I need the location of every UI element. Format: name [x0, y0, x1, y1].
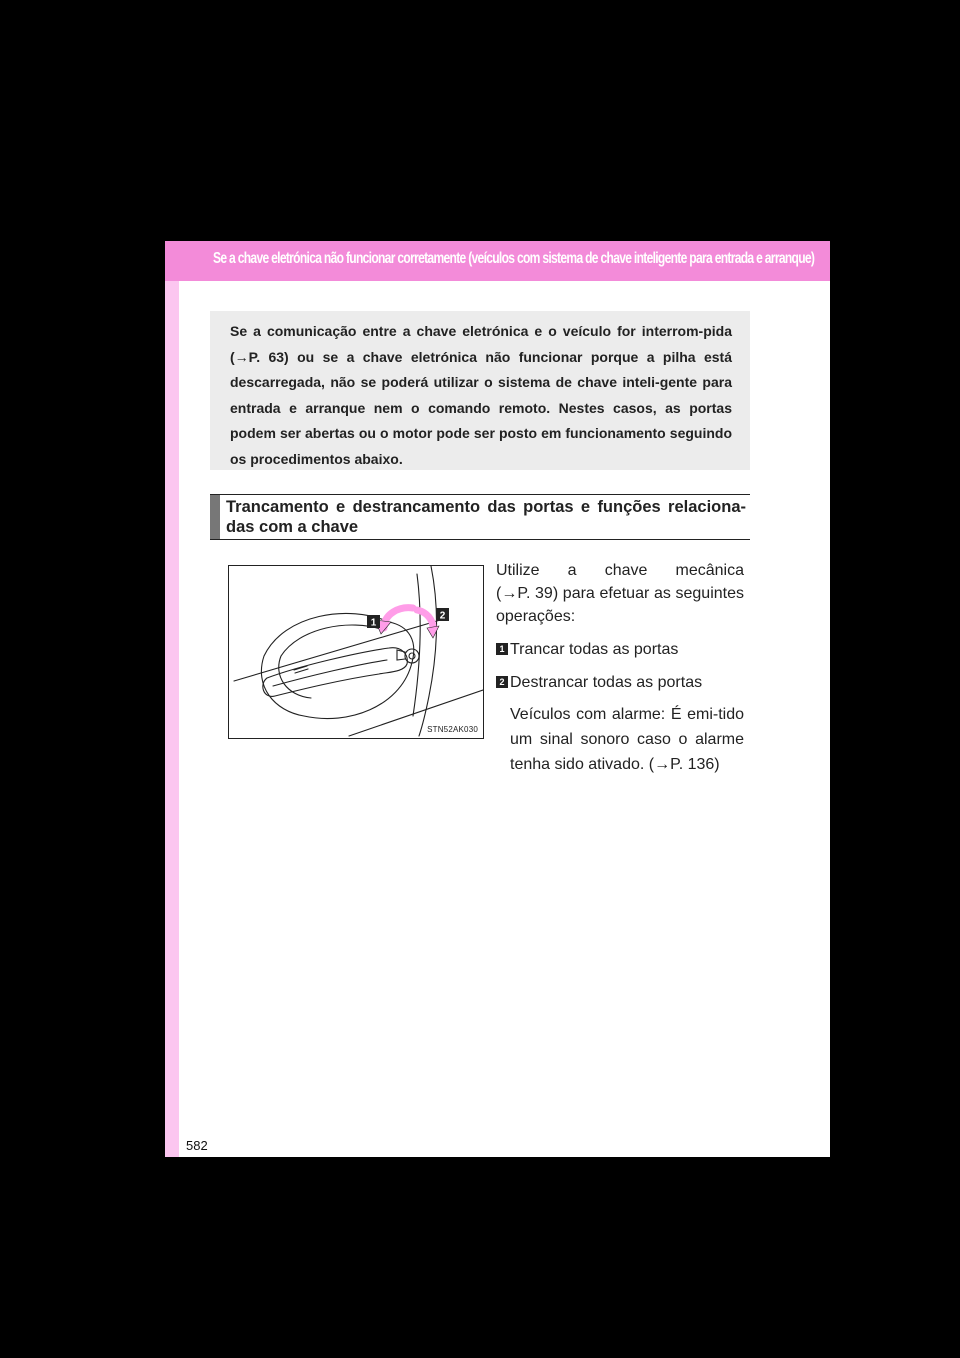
unlock-arrowhead-icon: [427, 626, 439, 638]
section-heading: [210, 494, 750, 540]
callout-2-label: 2: [439, 610, 446, 622]
alarm-note: Veículos com alarme: É emi-tido um sinal sonoro caso o alarme tenha sido ativado. (→P. 136): [510, 706, 744, 773]
page-number: 582: [186, 1138, 208, 1153]
section-mark: [210, 495, 220, 539]
step-number-1: 1: [496, 643, 508, 655]
lead-line-1: Utilize a chave mecânica: [496, 562, 744, 579]
door-handle-illustration: [229, 566, 483, 738]
section-title: Trancamento e destrancamento das portas e funções relaciona-das com a chave: [226, 498, 746, 536]
key-cylinder-core: [409, 653, 415, 659]
callout-1-label: 1: [370, 617, 377, 629]
step-text-1: Trancar todas as portas: [510, 641, 679, 658]
step-lock: [496, 638, 744, 661]
handle-recess-inner: [279, 625, 384, 698]
door-edge-inner: [413, 574, 420, 716]
door-handle: [263, 648, 407, 697]
side-strip: [165, 241, 179, 1157]
instructions: [496, 559, 744, 777]
intro-text: Se a comunicação entre a chave eletrónica e o veículo for interrom-pida (→P. 63) ou se a chave eletrónica não funcionar porque a pilha está descarregada, não se poderá utilizar o sistema de chave inteli-gente para entrada e arranque nem o comando remoto. Nestes casos, as portas podem ser abertas ou o motor pode ser posto em funcionamento seguindo os procedimentos abaixo.: [230, 323, 732, 467]
step-number-2: 2: [496, 676, 508, 688]
intro-box: [210, 311, 750, 470]
key-bow: [397, 650, 405, 660]
unlock-arrow: [417, 610, 433, 628]
figure-code: STN52AK030: [427, 725, 478, 734]
step-text-2: Destrancar todas as portas: [510, 674, 703, 691]
lead-line-2: (→P. 39) para efetuar as seguintes operações:: [496, 585, 744, 625]
step-unlock: [496, 671, 744, 694]
header-bar: [165, 241, 830, 281]
door-handle-figure: [228, 565, 484, 739]
manual-page: [165, 241, 830, 1157]
header-title: Se a chave eletrónica não funcionar corretamente (veículos com sistema de chave inteligente para entrada e arranque): [213, 250, 815, 267]
